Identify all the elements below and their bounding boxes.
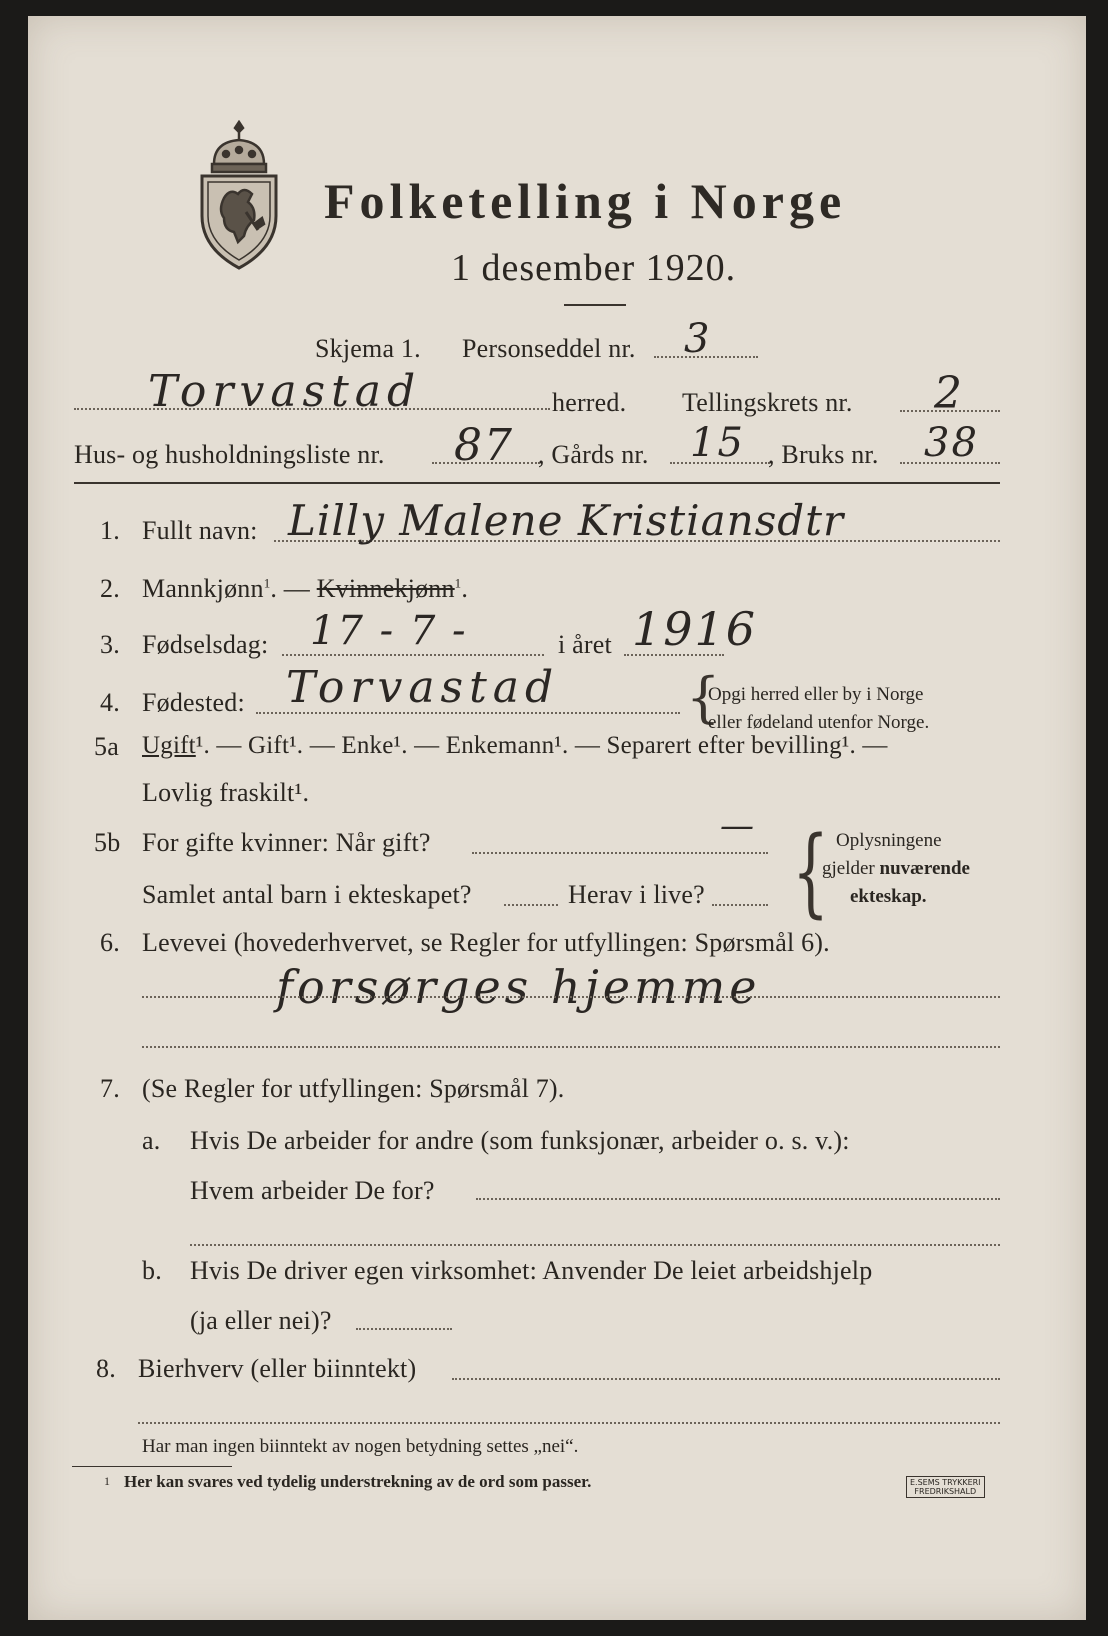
q7b-line2: (ja eller nei)? (190, 1306, 332, 1335)
q4-note-line1: Opgi herred eller by i Norge (708, 684, 924, 705)
census-date: 1 desember 1920. (451, 247, 737, 289)
hus-label: Hus- og husholdningsliste nr. (74, 440, 385, 469)
q5b-children-dotted-line (504, 904, 558, 906)
q3-number: 3. (100, 630, 120, 659)
option-ugift[interactable]: Ugift (142, 732, 196, 759)
personseddel-label: Personseddel nr. (462, 334, 636, 363)
q5b-note-line2 (822, 858, 970, 880)
q3-label: Fødselsdag: (142, 630, 269, 659)
gards-value[interactable]: 15 (690, 420, 745, 466)
q5b-line1-dotted-line (472, 852, 768, 854)
q4-note-line2: eller fødeland utenfor Norge. (708, 712, 930, 733)
q5b-married-when-value[interactable]: — (720, 806, 756, 846)
q7a-line1: Hvis De arbeider for andre (som funksjonær, arbeider o. s. v.): (190, 1126, 850, 1155)
q7a-line2: Hvem arbeider De for? (190, 1176, 435, 1205)
q6-label: Levevei (hovederhvervet, se Regler for utfyllingen: Spørsmål 6). (142, 928, 830, 957)
q5b-line2a: Samlet antal barn i ekteskapet? (142, 880, 472, 909)
q1-label: Fullt navn: (142, 516, 258, 545)
q2-end: . (461, 574, 469, 603)
census-form-page (28, 16, 1086, 1620)
title-divider (564, 304, 626, 306)
q5b-brace: { (792, 816, 829, 928)
bruks-label: , Bruks nr. (768, 440, 879, 469)
q7b-dotted-line (356, 1328, 452, 1330)
tellingskrets-label: Tellingskrets nr. (682, 388, 853, 417)
option-kvinnekjonn[interactable]: Kvinnekjønn (316, 574, 455, 603)
q7a-dotted-line-1 (476, 1198, 1000, 1200)
q4-label: Fødested: (142, 688, 245, 717)
q7-label: (Se Regler for utfyllingen: Spørsmål 7). (142, 1074, 565, 1103)
option-mannkjonn[interactable]: Mannkjønn (142, 574, 264, 603)
q2-number: 2. (100, 574, 120, 603)
q6-livelihood-value[interactable]: forsørges hjemme (276, 960, 761, 1014)
q8-note: Har man ingen biinntekt av nogen betydning settes „nei“. (142, 1436, 579, 1457)
q8-dotted-line-1 (452, 1378, 1000, 1380)
gards-label: , Gårds nr. (538, 440, 649, 469)
q2-gender-options (142, 574, 468, 604)
q2-separator: . — (270, 574, 310, 603)
q5b-note-line2-text: gjelder (822, 858, 880, 879)
q7b-line1: Hvis De driver egen virksomhet: Anvender De leiet arbeidshjelp (190, 1256, 873, 1285)
footnote-mark: 1 (104, 1474, 110, 1488)
q3-birthyear-value[interactable]: 1916 (632, 602, 758, 656)
q8-dotted-line-2 (138, 1422, 1000, 1424)
q5a-number: 5a (94, 732, 119, 761)
q6-dotted-line-2 (142, 1046, 1000, 1048)
q3-birthdate-value[interactable]: 17 - 7 - (310, 608, 468, 654)
q5a-options (142, 732, 888, 760)
q7a-dotted-line-2 (190, 1244, 1000, 1246)
footnote-rule (72, 1466, 232, 1467)
personseddel-value[interactable]: 3 (684, 316, 712, 362)
q8-number: 8. (96, 1354, 116, 1383)
q5a-other-options[interactable]: ¹. — Gift¹. — Enke¹. — Enkemann¹. — Separert efter bevilling¹. — (195, 732, 888, 759)
printer-stamp-line1: E.SEMS TRYKKERI (910, 1478, 981, 1487)
printer-stamp-line2: FREDRIKSHALD (914, 1487, 977, 1496)
herred-label: herred. (552, 388, 627, 417)
q7-number: 7. (100, 1074, 120, 1103)
norwegian-coat-of-arms-icon (196, 120, 282, 272)
q2-footnote-mark-1: 1 (263, 575, 271, 591)
q1-full-name-value[interactable]: Lilly Malene Kristiansdtr (288, 496, 845, 545)
form-title: Folketelling i Norge (324, 173, 847, 229)
q6-dotted-line-1 (142, 996, 1000, 998)
q4-brace: { (686, 666, 721, 729)
q4-number: 4. (100, 688, 120, 717)
printer-stamp (906, 1476, 985, 1498)
q4-birthplace-value[interactable]: Torvastad (286, 662, 560, 713)
q8-label: Bierhverv (eller biinntekt) (138, 1354, 417, 1383)
q5b-note-line3: ekteskap. (850, 886, 927, 907)
q6-number: 6. (100, 928, 120, 957)
q7a-number: a. (142, 1126, 161, 1155)
q5b-line1: For gifte kvinner: Når gift? (142, 828, 431, 857)
skjema-label: Skjema 1. (315, 334, 421, 363)
q5b-line2b: Herav i live? (568, 880, 705, 909)
q5b-alive-dotted-line (712, 904, 768, 906)
q3-dotted-line (282, 654, 544, 656)
q7b-number: b. (142, 1256, 162, 1285)
q3-year-label: i året (558, 630, 612, 659)
hus-value[interactable]: 87 (454, 420, 514, 471)
q5b-number: 5b (94, 828, 121, 857)
q5b-note-line1: Oplysningene (836, 830, 942, 851)
tellingskrets-value[interactable]: 2 (934, 368, 964, 419)
q5b-note-line2-bold: nuværende (879, 858, 970, 879)
q2-footnote-mark-2: 1 (454, 575, 462, 591)
q5a-line2[interactable]: Lovlig fraskilt¹. (142, 778, 310, 807)
q1-number: 1. (100, 516, 120, 545)
footnote-text: Her kan svares ved tydelig understrekning av de ord som passer. (124, 1472, 592, 1491)
bruks-value[interactable]: 38 (924, 420, 979, 466)
herred-value[interactable]: Torvastad (148, 366, 422, 417)
header-separator (74, 482, 1000, 484)
